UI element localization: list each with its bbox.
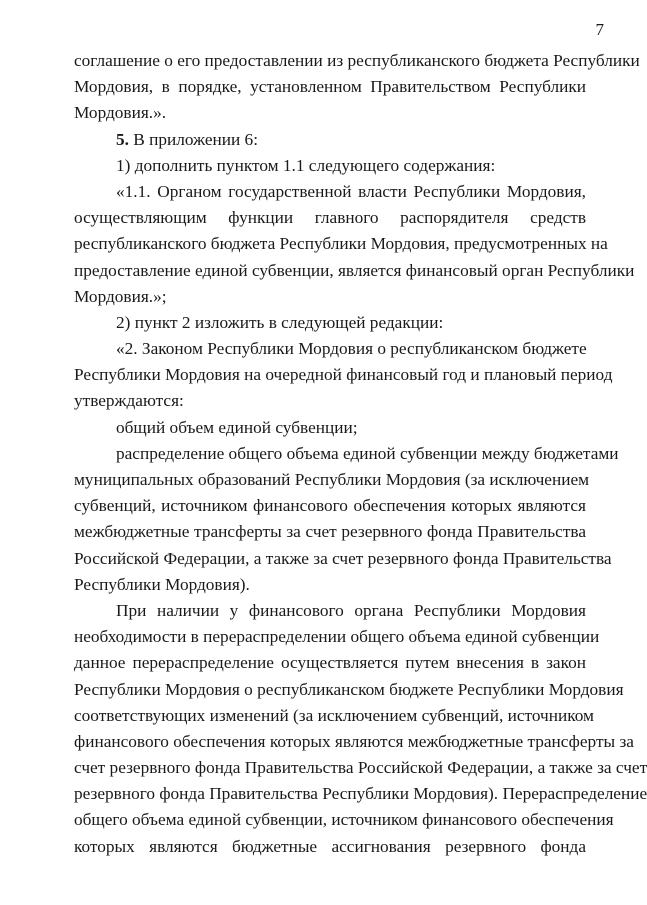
text-line: субвенций, источником финансового обеспечения которых являются	[74, 496, 586, 516]
text-line: Республики Мордовия о республиканском бюджете Республики Мордовия	[74, 679, 624, 699]
paragraph	[74, 153, 586, 179]
text-line: которых являются бюджетные ассигнования резервного фонда	[74, 836, 586, 856]
text-line: счет резервного фонда Правительства Российской Федерации, а также за счет	[74, 758, 647, 778]
text-line: Республики Мордовия на очередной финансовый год и плановый период	[74, 365, 613, 385]
text-line: 5. В приложении 6:	[116, 129, 258, 149]
paragraph	[74, 441, 619, 598]
paragraph	[74, 179, 635, 310]
text-line: утверждаются:	[74, 391, 184, 411]
text-line: общий объем единой субвенции;	[116, 417, 358, 437]
text-line: соответствующих изменений (за исключением субвенций, источником	[74, 705, 594, 725]
document-body	[74, 48, 647, 860]
text-line: предоставление единой субвенции, является финансовый орган Республики	[74, 260, 635, 280]
paragraph	[74, 598, 647, 860]
text-line: резервного фонда Правительства Республики Мордовия). Перераспределение	[74, 784, 647, 804]
text-line: осуществляющим функции главного распорядителя средств	[74, 208, 586, 228]
text-line: «1.1. Органом государственной власти Республики Мордовия,	[116, 181, 586, 201]
text-line: финансового обеспечения которых являются межбюджетные трансферты за	[74, 731, 634, 751]
text-line: 2) пункт 2 изложить в следующей редакции:	[116, 312, 444, 332]
text-line: соглашение о его предоставлении из республиканского бюджета Республики	[74, 51, 640, 70]
paragraph	[74, 415, 586, 441]
text-line: «2. Законом Республики Мордовия о республиканском бюджете	[116, 339, 587, 359]
text-line: республиканского бюджета Республики Мордовия, предусмотренных на	[74, 234, 608, 254]
page-number: 7	[595, 20, 604, 39]
text-line: При наличии у финансового органа Республики Мордовия	[116, 600, 586, 620]
text-line: данное перераспределение осуществляется путем внесения в закон	[74, 653, 586, 673]
text-line: необходимости в перераспределении общего объема единой субвенции	[74, 627, 600, 647]
text-line: Мордовия.».	[74, 103, 167, 123]
paragraph	[74, 310, 586, 336]
text-line: 1) дополнить пунктом 1.1 следующего содержания:	[116, 155, 496, 175]
text-line: распределение общего объема единой субвенции между бюджетами	[116, 443, 619, 463]
paragraph	[74, 336, 613, 415]
text-line: муниципальных образований Республики Мордовия (за исключением	[74, 470, 590, 489]
text-line: Республики Мордовия).	[74, 574, 250, 594]
text-line: Мордовия.»;	[74, 286, 167, 306]
section-number: 5.	[116, 129, 129, 149]
text-line: общего объема единой субвенции, источником финансового обеспечения	[74, 810, 614, 830]
paragraph	[74, 127, 586, 153]
text-line: Российской Федерации, а также за счет резервного фонда Правительства	[74, 548, 612, 568]
paragraph	[74, 48, 640, 127]
text-line: межбюджетные трансферты за счет резервного фонда Правительства	[74, 522, 586, 542]
text-line: Мордовия, в порядке, установленном Правительством Республики	[74, 77, 586, 97]
